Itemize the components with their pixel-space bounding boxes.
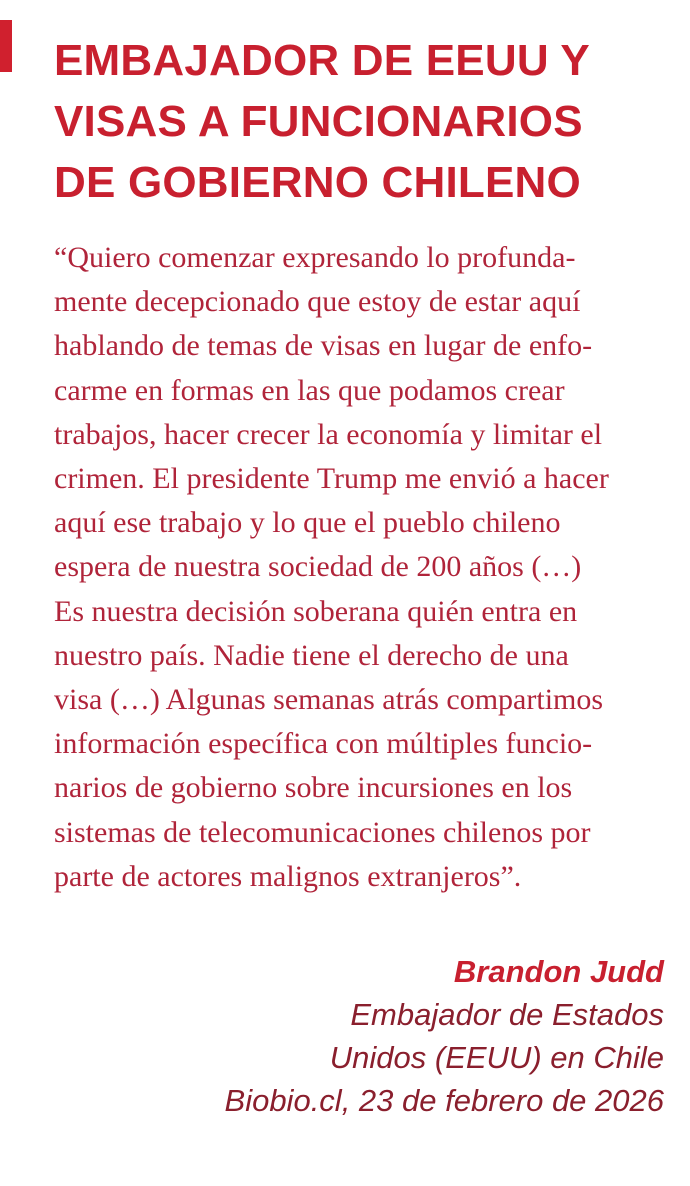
attribution <box>225 950 664 1122</box>
quote-line: sistemas de telecomunicaciones chilenos por <box>54 815 591 849</box>
quote-line: visa (…) Algunas semanas atrás compartimos <box>54 683 604 717</box>
author-role: Embajador de Estados <box>350 997 664 1032</box>
headline-line: VISAS A FUNCIONARIOS <box>54 97 583 146</box>
headline-line: EMBAJADOR DE EEUU Y <box>54 36 590 85</box>
quote-line: hablando de temas de visas en lugar de enfo- <box>54 329 593 363</box>
quote-line: nuestro país. Nadie tiene el derecho de una <box>54 638 569 672</box>
quote-line: Es nuestra decisión soberana quién entra en <box>54 594 578 628</box>
quote-line: narios de gobierno sobre incursiones en los <box>54 771 573 805</box>
source-line: Biobio.cl, 23 de febrero de 2026 <box>224 1083 664 1118</box>
quote-line: trabajos, hacer crecer la economía y limitar el <box>54 417 603 451</box>
quote-line: mente decepcionado que estoy de estar aquí <box>54 285 581 319</box>
quote-line: espera de nuestra sociedad de 200 años (…) <box>54 550 582 584</box>
quote-line: aquí ese trabajo y lo que el pueblo chileno <box>54 506 561 540</box>
quote-line: parte de actores malignos extranjeros”. <box>54 859 522 893</box>
headline-line: DE GOBIERNO CHILENO <box>54 158 581 207</box>
author-role: Unidos (EEUU) en Chile <box>329 1040 664 1075</box>
quote-line: crimen. El presidente Trump me envió a hacer <box>54 462 609 496</box>
quote-line: información específica con múltiples funcio- <box>54 727 593 761</box>
headline <box>54 30 674 213</box>
quote-line: carme en formas en las que podamos crear <box>54 373 565 407</box>
quote-line: “Quiero comenzar expresando lo profunda- <box>54 241 576 274</box>
quote-body <box>54 236 674 899</box>
author-name: Brandon Judd <box>453 954 664 989</box>
accent-bar <box>0 20 12 72</box>
